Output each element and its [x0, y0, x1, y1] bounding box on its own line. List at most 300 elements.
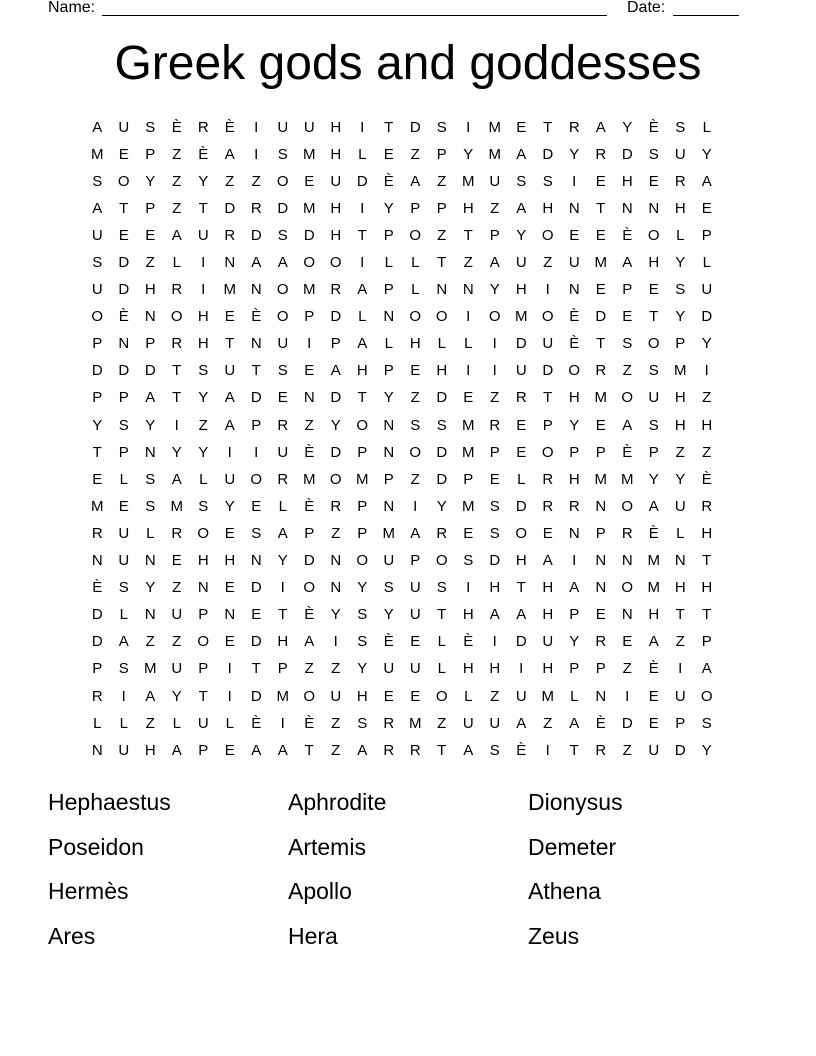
grid-letter[interactable]: R	[595, 145, 607, 163]
grid-letter[interactable]: I	[254, 145, 259, 163]
grid-letter[interactable]: E	[595, 172, 606, 190]
grid-letter[interactable]: O	[488, 308, 501, 326]
grid-letter[interactable]: N	[91, 552, 103, 570]
grid-letter[interactable]: È	[304, 443, 315, 461]
grid-letter[interactable]: P	[145, 335, 156, 353]
grid-letter[interactable]: A	[622, 416, 633, 434]
grid-letter[interactable]: È	[569, 308, 580, 326]
grid-letter[interactable]: I	[466, 579, 471, 597]
grid-letter[interactable]: M	[144, 660, 157, 678]
grid-letter[interactable]: È	[304, 606, 315, 624]
grid-letter[interactable]: M	[303, 145, 316, 163]
grid-letter[interactable]: L	[225, 714, 234, 732]
grid-letter[interactable]: T	[437, 254, 447, 272]
grid-letter[interactable]: E	[410, 362, 421, 380]
grid-letter[interactable]: D	[542, 362, 554, 380]
grid-letter[interactable]: U	[197, 714, 209, 732]
grid-letter[interactable]: Z	[172, 633, 182, 651]
grid-letter[interactable]: È	[383, 633, 394, 651]
grid-letter[interactable]: O	[329, 470, 342, 488]
grid-letter[interactable]: P	[92, 389, 103, 407]
grid-letter[interactable]: È	[648, 660, 659, 678]
grid-letter[interactable]: Z	[437, 172, 447, 190]
grid-letter[interactable]: O	[250, 470, 263, 488]
grid-letter[interactable]: U	[91, 281, 103, 299]
grid-letter[interactable]: È	[251, 714, 262, 732]
grid-letter[interactable]: Y	[516, 226, 527, 244]
grid-letter[interactable]: A	[516, 606, 527, 624]
grid-letter[interactable]: M	[488, 145, 501, 163]
grid-letter[interactable]: E	[701, 199, 712, 217]
grid-letter[interactable]: T	[304, 741, 314, 759]
grid-letter[interactable]: Y	[277, 552, 288, 570]
grid-letter[interactable]: A	[224, 416, 235, 434]
grid-letter[interactable]: R	[595, 362, 607, 380]
grid-letter[interactable]: R	[250, 199, 262, 217]
grid-letter[interactable]: A	[224, 389, 235, 407]
grid-letter[interactable]: D	[91, 606, 103, 624]
grid-letter[interactable]: A	[542, 552, 553, 570]
grid-letter[interactable]: A	[145, 687, 156, 705]
grid-letter[interactable]: S	[489, 497, 500, 515]
grid-letter[interactable]: D	[595, 308, 607, 326]
grid-letter[interactable]: E	[648, 172, 659, 190]
grid-letter[interactable]: L	[199, 470, 208, 488]
grid-letter[interactable]: S	[542, 172, 553, 190]
grid-letter[interactable]: Z	[145, 254, 155, 272]
grid-letter[interactable]: P	[648, 443, 659, 461]
grid-letter[interactable]: A	[410, 172, 421, 190]
grid-letter[interactable]: H	[330, 118, 342, 136]
grid-letter[interactable]: D	[250, 687, 262, 705]
grid-letter[interactable]: Y	[701, 741, 712, 759]
grid-letter[interactable]: S	[277, 362, 288, 380]
grid-letter[interactable]: P	[436, 145, 447, 163]
grid-letter[interactable]: L	[172, 714, 181, 732]
grid-letter[interactable]: T	[569, 741, 579, 759]
grid-letter[interactable]: N	[621, 199, 633, 217]
grid-letter[interactable]: I	[227, 687, 232, 705]
grid-letter[interactable]: N	[595, 552, 607, 570]
grid-letter[interactable]: U	[515, 254, 527, 272]
grid-letter[interactable]: O	[647, 226, 660, 244]
grid-letter[interactable]: N	[621, 552, 633, 570]
grid-letter[interactable]: Z	[304, 416, 314, 434]
grid-letter[interactable]: T	[543, 118, 553, 136]
grid-letter[interactable]: L	[119, 714, 128, 732]
grid-letter[interactable]: Z	[622, 660, 632, 678]
grid-letter[interactable]: S	[198, 362, 209, 380]
grid-letter[interactable]: R	[383, 741, 395, 759]
grid-letter[interactable]: N	[144, 552, 156, 570]
grid-letter[interactable]: Z	[225, 172, 235, 190]
grid-letter[interactable]: P	[569, 660, 580, 678]
grid-letter[interactable]: M	[303, 470, 316, 488]
grid-letter[interactable]: D	[489, 552, 501, 570]
grid-letter[interactable]: N	[118, 335, 130, 353]
grid-letter[interactable]: R	[171, 524, 183, 542]
grid-letter[interactable]: Y	[648, 470, 659, 488]
grid-letter[interactable]: D	[118, 362, 130, 380]
grid-letter[interactable]: H	[701, 579, 713, 597]
grid-letter[interactable]: A	[701, 660, 712, 678]
grid-letter[interactable]: P	[383, 470, 394, 488]
grid-letter[interactable]: M	[594, 254, 607, 272]
grid-letter[interactable]: O	[541, 443, 554, 461]
grid-letter[interactable]: U	[489, 714, 501, 732]
grid-letter[interactable]: L	[278, 497, 287, 515]
grid-letter[interactable]: A	[251, 741, 262, 759]
grid-letter[interactable]: I	[280, 714, 285, 732]
grid-letter[interactable]: T	[437, 606, 447, 624]
grid-letter[interactable]: D	[330, 389, 342, 407]
grid-letter[interactable]: Y	[145, 416, 156, 434]
grid-letter[interactable]: Y	[675, 254, 686, 272]
grid-letter[interactable]: O	[356, 552, 369, 570]
grid-letter[interactable]: N	[462, 281, 474, 299]
grid-letter[interactable]: M	[462, 497, 475, 515]
grid-letter[interactable]: H	[674, 416, 686, 434]
grid-letter[interactable]: T	[251, 362, 261, 380]
grid-letter[interactable]: T	[198, 199, 208, 217]
grid-letter[interactable]: R	[595, 741, 607, 759]
grid-letter[interactable]: L	[119, 606, 128, 624]
grid-letter[interactable]: O	[303, 687, 316, 705]
grid-letter[interactable]: A	[516, 145, 527, 163]
grid-letter[interactable]: H	[621, 172, 633, 190]
grid-letter[interactable]: H	[462, 606, 474, 624]
grid-letter[interactable]: L	[384, 335, 393, 353]
grid-letter[interactable]: P	[463, 470, 474, 488]
grid-letter[interactable]: Z	[145, 714, 155, 732]
grid-letter[interactable]: N	[303, 389, 315, 407]
grid-letter[interactable]: P	[595, 524, 606, 542]
grid-letter[interactable]: E	[224, 524, 235, 542]
grid-letter[interactable]: L	[93, 714, 102, 732]
grid-letter[interactable]: T	[596, 335, 606, 353]
grid-letter[interactable]: P	[357, 524, 368, 542]
grid-letter[interactable]: H	[356, 362, 368, 380]
grid-letter[interactable]: R	[330, 497, 342, 515]
grid-letter[interactable]: S	[145, 497, 156, 515]
grid-letter[interactable]: E	[383, 145, 394, 163]
grid-letter[interactable]: Y	[145, 172, 156, 190]
grid-letter[interactable]: E	[516, 416, 527, 434]
grid-letter[interactable]: M	[356, 470, 369, 488]
grid-letter[interactable]: U	[515, 362, 527, 380]
grid-letter[interactable]: O	[541, 308, 554, 326]
grid-letter[interactable]: N	[250, 552, 262, 570]
grid-letter[interactable]: A	[516, 714, 527, 732]
grid-letter[interactable]: U	[171, 606, 183, 624]
grid-letter[interactable]: A	[92, 118, 103, 136]
grid-letter[interactable]: I	[227, 660, 232, 678]
grid-letter[interactable]: T	[702, 552, 712, 570]
grid-letter[interactable]: A	[569, 579, 580, 597]
grid-letter[interactable]: E	[542, 524, 553, 542]
grid-letter[interactable]: O	[647, 335, 660, 353]
grid-letter[interactable]: D	[118, 254, 130, 272]
grid-letter[interactable]: M	[91, 497, 104, 515]
grid-letter[interactable]: I	[413, 497, 418, 515]
grid-letter[interactable]: D	[621, 714, 633, 732]
grid-letter[interactable]: U	[542, 335, 554, 353]
grid-letter[interactable]: H	[542, 199, 554, 217]
grid-letter[interactable]: L	[464, 335, 473, 353]
grid-letter[interactable]: P	[675, 714, 686, 732]
grid-letter[interactable]: È	[701, 470, 712, 488]
grid-letter[interactable]: P	[145, 145, 156, 163]
grid-letter[interactable]: D	[436, 470, 448, 488]
grid-letter[interactable]: N	[595, 579, 607, 597]
grid-letter[interactable]: N	[383, 497, 395, 515]
grid-letter[interactable]: E	[118, 226, 129, 244]
grid-letter[interactable]: E	[145, 226, 156, 244]
grid-letter[interactable]: I	[333, 633, 338, 651]
grid-letter[interactable]: Y	[330, 606, 341, 624]
grid-letter[interactable]: D	[224, 199, 236, 217]
grid-letter[interactable]: D	[303, 226, 315, 244]
grid-letter[interactable]: I	[572, 552, 577, 570]
grid-letter[interactable]: L	[676, 524, 685, 542]
grid-letter[interactable]: S	[701, 714, 712, 732]
grid-letter[interactable]: D	[674, 741, 686, 759]
grid-letter[interactable]: È	[648, 524, 659, 542]
grid-letter[interactable]: N	[595, 497, 607, 515]
grid-letter[interactable]: R	[701, 497, 713, 515]
grid-letter[interactable]: I	[678, 660, 683, 678]
grid-letter[interactable]: O	[409, 443, 422, 461]
grid-letter[interactable]: U	[489, 172, 501, 190]
grid-letter[interactable]: U	[277, 118, 289, 136]
grid-letter[interactable]: Y	[145, 579, 156, 597]
grid-letter[interactable]: P	[383, 281, 394, 299]
grid-letter[interactable]: N	[250, 335, 262, 353]
grid-letter[interactable]: E	[622, 633, 633, 651]
date-blank-line[interactable]	[673, 15, 739, 16]
grid-letter[interactable]: S	[675, 118, 686, 136]
grid-letter[interactable]: U	[330, 687, 342, 705]
grid-letter[interactable]: I	[545, 741, 550, 759]
grid-letter[interactable]: L	[358, 308, 367, 326]
grid-letter[interactable]: D	[250, 389, 262, 407]
grid-letter[interactable]: O	[435, 687, 448, 705]
grid-letter[interactable]: S	[118, 579, 129, 597]
grid-letter[interactable]: È	[224, 118, 235, 136]
grid-letter[interactable]: I	[201, 281, 206, 299]
grid-letter[interactable]: L	[358, 145, 367, 163]
grid-letter[interactable]: Z	[543, 254, 553, 272]
grid-letter[interactable]: L	[437, 660, 446, 678]
grid-letter[interactable]: D	[409, 118, 421, 136]
grid-letter[interactable]: H	[330, 145, 342, 163]
grid-letter[interactable]: S	[648, 362, 659, 380]
grid-letter[interactable]: S	[489, 741, 500, 759]
grid-letter[interactable]: È	[118, 308, 129, 326]
grid-letter[interactable]: H	[674, 199, 686, 217]
grid-letter[interactable]: M	[541, 687, 554, 705]
grid-letter[interactable]: T	[596, 199, 606, 217]
grid-letter[interactable]: L	[702, 118, 711, 136]
grid-letter[interactable]: E	[118, 145, 129, 163]
grid-letter[interactable]: P	[251, 416, 262, 434]
grid-letter[interactable]: S	[357, 633, 368, 651]
grid-letter[interactable]: È	[383, 172, 394, 190]
grid-letter[interactable]: E	[463, 524, 474, 542]
grid-letter[interactable]: U	[648, 389, 660, 407]
grid-letter[interactable]: H	[144, 741, 156, 759]
grid-letter[interactable]: H	[568, 470, 580, 488]
grid-letter[interactable]: U	[330, 172, 342, 190]
grid-letter[interactable]: È	[304, 497, 315, 515]
grid-letter[interactable]: H	[674, 579, 686, 597]
grid-letter[interactable]: E	[224, 308, 235, 326]
grid-letter[interactable]: P	[489, 443, 500, 461]
grid-letter[interactable]: T	[357, 389, 367, 407]
grid-letter[interactable]: P	[330, 335, 341, 353]
grid-letter[interactable]: N	[144, 606, 156, 624]
grid-letter[interactable]: S	[622, 335, 633, 353]
grid-letter[interactable]: I	[519, 660, 524, 678]
grid-letter[interactable]: Z	[410, 389, 420, 407]
grid-letter[interactable]: Y	[489, 281, 500, 299]
grid-letter[interactable]: O	[276, 172, 289, 190]
grid-letter[interactable]: U	[118, 524, 130, 542]
grid-letter[interactable]: R	[383, 714, 395, 732]
grid-letter[interactable]: H	[409, 335, 421, 353]
grid-letter[interactable]: P	[436, 199, 447, 217]
grid-letter[interactable]: E	[516, 118, 527, 136]
grid-letter[interactable]: S	[383, 579, 394, 597]
grid-letter[interactable]: H	[144, 281, 156, 299]
grid-letter[interactable]: U	[224, 470, 236, 488]
grid-letter[interactable]: U	[91, 226, 103, 244]
grid-letter[interactable]: E	[410, 687, 421, 705]
grid-letter[interactable]: E	[277, 389, 288, 407]
grid-letter[interactable]: Z	[331, 524, 341, 542]
grid-letter[interactable]: L	[437, 335, 446, 353]
grid-letter[interactable]: R	[595, 633, 607, 651]
grid-letter[interactable]: O	[621, 497, 634, 515]
grid-letter[interactable]: U	[303, 118, 315, 136]
grid-letter[interactable]: M	[462, 172, 475, 190]
grid-letter[interactable]: Y	[330, 416, 341, 434]
grid-letter[interactable]: R	[91, 687, 103, 705]
grid-letter[interactable]: P	[198, 741, 209, 759]
grid-letter[interactable]: E	[224, 633, 235, 651]
grid-letter[interactable]: P	[304, 524, 315, 542]
grid-letter[interactable]: Y	[436, 497, 447, 515]
grid-letter[interactable]: H	[648, 606, 660, 624]
grid-letter[interactable]: S	[145, 470, 156, 488]
grid-letter[interactable]: Z	[702, 389, 712, 407]
grid-letter[interactable]: I	[466, 308, 471, 326]
grid-letter[interactable]: S	[648, 416, 659, 434]
grid-letter[interactable]: N	[648, 199, 660, 217]
grid-letter[interactable]: E	[648, 687, 659, 705]
grid-letter[interactable]: P	[383, 362, 394, 380]
grid-letter[interactable]: P	[595, 660, 606, 678]
grid-letter[interactable]: O	[568, 362, 581, 380]
grid-letter[interactable]: N	[436, 281, 448, 299]
grid-letter[interactable]: D	[515, 633, 527, 651]
grid-letter[interactable]: L	[464, 687, 473, 705]
grid-letter[interactable]: U	[409, 579, 421, 597]
grid-letter[interactable]: P	[569, 443, 580, 461]
grid-letter[interactable]: O	[435, 308, 448, 326]
grid-letter[interactable]: A	[595, 118, 606, 136]
grid-letter[interactable]: D	[144, 362, 156, 380]
grid-letter[interactable]: E	[622, 308, 633, 326]
grid-letter[interactable]: A	[463, 741, 474, 759]
grid-letter[interactable]: S	[675, 281, 686, 299]
grid-letter[interactable]: I	[466, 362, 471, 380]
grid-letter[interactable]: A	[171, 226, 182, 244]
grid-letter[interactable]: L	[437, 633, 446, 651]
grid-letter[interactable]: Y	[171, 443, 182, 461]
grid-letter[interactable]: M	[462, 416, 475, 434]
grid-letter[interactable]: I	[360, 254, 365, 272]
grid-letter[interactable]: L	[411, 254, 420, 272]
grid-letter[interactable]: O	[170, 308, 183, 326]
grid-letter[interactable]: E	[171, 552, 182, 570]
grid-letter[interactable]: Z	[251, 172, 261, 190]
grid-letter[interactable]: Y	[171, 687, 182, 705]
grid-letter[interactable]: U	[277, 443, 289, 461]
grid-letter[interactable]: A	[357, 741, 368, 759]
grid-letter[interactable]: H	[568, 389, 580, 407]
grid-letter[interactable]: H	[277, 633, 289, 651]
grid-letter[interactable]: Z	[622, 362, 632, 380]
grid-letter[interactable]: P	[383, 226, 394, 244]
grid-letter[interactable]: M	[223, 281, 236, 299]
grid-letter[interactable]: U	[118, 741, 130, 759]
grid-letter[interactable]: I	[280, 579, 285, 597]
grid-letter[interactable]: T	[225, 335, 235, 353]
grid-letter[interactable]: P	[357, 497, 368, 515]
grid-letter[interactable]: È	[198, 145, 209, 163]
grid-letter[interactable]: O	[197, 633, 210, 651]
grid-letter[interactable]: E	[224, 579, 235, 597]
grid-letter[interactable]: L	[570, 687, 579, 705]
grid-letter[interactable]: T	[198, 687, 208, 705]
grid-letter[interactable]: H	[542, 606, 554, 624]
grid-letter[interactable]: O	[329, 254, 342, 272]
grid-letter[interactable]: I	[254, 443, 259, 461]
grid-letter[interactable]: Z	[172, 172, 182, 190]
grid-letter[interactable]: P	[595, 443, 606, 461]
grid-letter[interactable]: A	[410, 524, 421, 542]
grid-letter[interactable]: È	[595, 714, 606, 732]
grid-letter[interactable]: Y	[198, 389, 209, 407]
grid-letter[interactable]: P	[92, 660, 103, 678]
grid-letter[interactable]: R	[621, 524, 633, 542]
grid-letter[interactable]: P	[357, 443, 368, 461]
name-blank-line[interactable]	[102, 15, 607, 16]
grid-letter[interactable]: T	[702, 606, 712, 624]
grid-letter[interactable]: Y	[569, 145, 580, 163]
grid-letter[interactable]: M	[170, 497, 183, 515]
grid-letter[interactable]: A	[489, 606, 500, 624]
grid-letter[interactable]: I	[625, 687, 630, 705]
grid-letter[interactable]: T	[172, 362, 182, 380]
grid-letter[interactable]: M	[647, 552, 660, 570]
grid-letter[interactable]: U	[171, 660, 183, 678]
grid-letter[interactable]: H	[436, 362, 448, 380]
grid-letter[interactable]: P	[304, 308, 315, 326]
grid-letter[interactable]: I	[545, 281, 550, 299]
grid-letter[interactable]: Z	[702, 443, 712, 461]
